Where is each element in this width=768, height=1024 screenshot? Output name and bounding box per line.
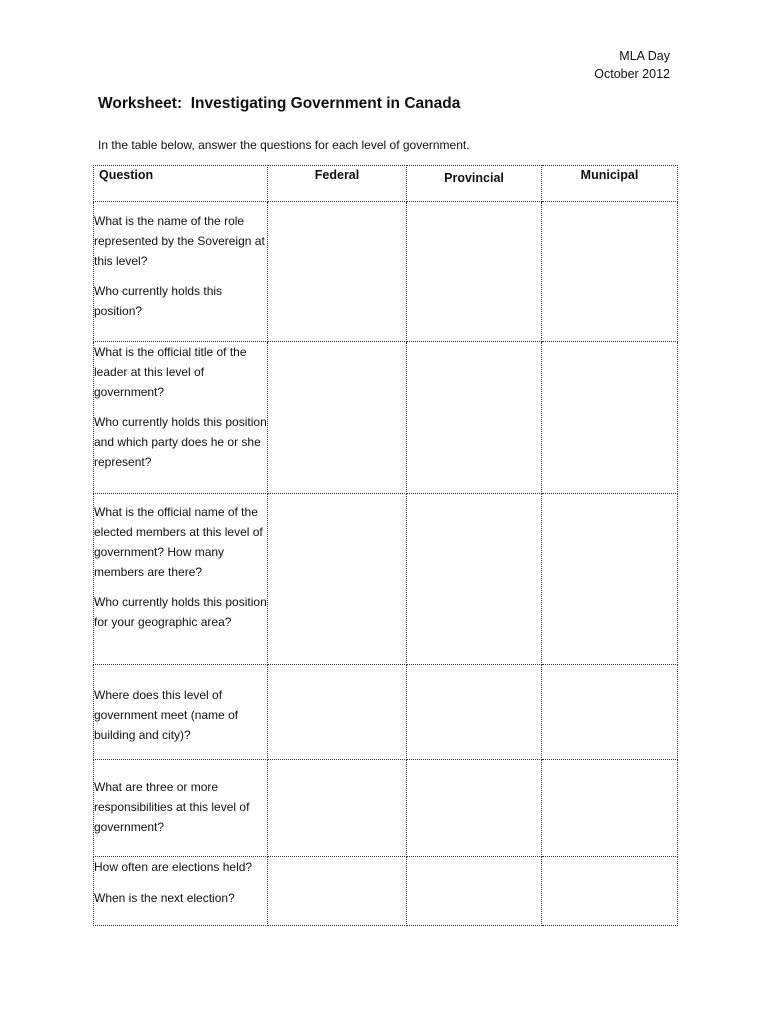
author-name: MLA Day (619, 49, 670, 63)
question-cell (94, 665, 268, 760)
answer-cell-federal[interactable] (268, 665, 407, 760)
question-cell (94, 494, 268, 665)
column-header-municipal: Municipal (542, 166, 678, 202)
question-followup: Who currently holds this position and which party does he or she represent? (94, 415, 267, 469)
table-row (94, 202, 678, 342)
question-followup: When is the next election? (94, 891, 235, 905)
answer-cell-municipal[interactable] (542, 494, 678, 665)
answer-cell-municipal[interactable] (542, 665, 678, 760)
document-date: October 2012 (594, 67, 670, 81)
column-header-provincial: Provincial (407, 166, 542, 202)
question-text: What is the official name of the elected members at this level of government? How many members are there? (94, 505, 263, 579)
worksheet-title: Worksheet: Investigating Government in Canada (98, 95, 461, 112)
answer-cell-federal[interactable] (268, 857, 407, 926)
question-cell (94, 857, 268, 926)
table-row (94, 857, 678, 926)
answer-cell-provincial[interactable] (407, 342, 542, 494)
question-cell (94, 760, 268, 857)
column-header-federal: Federal (268, 166, 407, 202)
answer-cell-municipal[interactable] (542, 857, 678, 926)
table-row (94, 494, 678, 665)
answer-cell-federal[interactable] (268, 342, 407, 494)
question-text: How often are elections held? (94, 860, 253, 874)
question-text: What is the official title of the leader at this level of government? (94, 345, 247, 399)
question-text: What is the name of the role represented by the Sovereign at this level? (94, 214, 265, 268)
worksheet-table (93, 165, 678, 926)
answer-cell-federal[interactable] (268, 760, 407, 857)
instructions-text: In the table below, answer the questions for each level of government. (98, 138, 470, 152)
answer-cell-provincial[interactable] (407, 857, 542, 926)
answer-cell-municipal[interactable] (542, 202, 678, 342)
question-followup: Who currently holds this position? (94, 284, 223, 318)
table-row (94, 342, 678, 494)
table-row (94, 665, 678, 760)
column-header-question: Question (94, 166, 268, 202)
answer-cell-federal[interactable] (268, 202, 407, 342)
question-text: Where does this level of government meet (name of building and city)? (94, 688, 239, 742)
header-meta (594, 47, 670, 83)
question-cell (94, 342, 268, 494)
answer-cell-municipal[interactable] (542, 760, 678, 857)
question-followup: Who currently holds this position for your geographic area? (94, 595, 267, 629)
answer-cell-provincial[interactable] (407, 202, 542, 342)
answer-cell-provincial[interactable] (407, 665, 542, 760)
question-cell (94, 202, 268, 342)
table-row (94, 760, 678, 857)
answer-cell-provincial[interactable] (407, 494, 542, 665)
question-text: What are three or more responsibilities at this level of government? (94, 780, 250, 834)
table-header-row (94, 166, 678, 202)
answer-cell-provincial[interactable] (407, 760, 542, 857)
answer-cell-municipal[interactable] (542, 342, 678, 494)
answer-cell-federal[interactable] (268, 494, 407, 665)
